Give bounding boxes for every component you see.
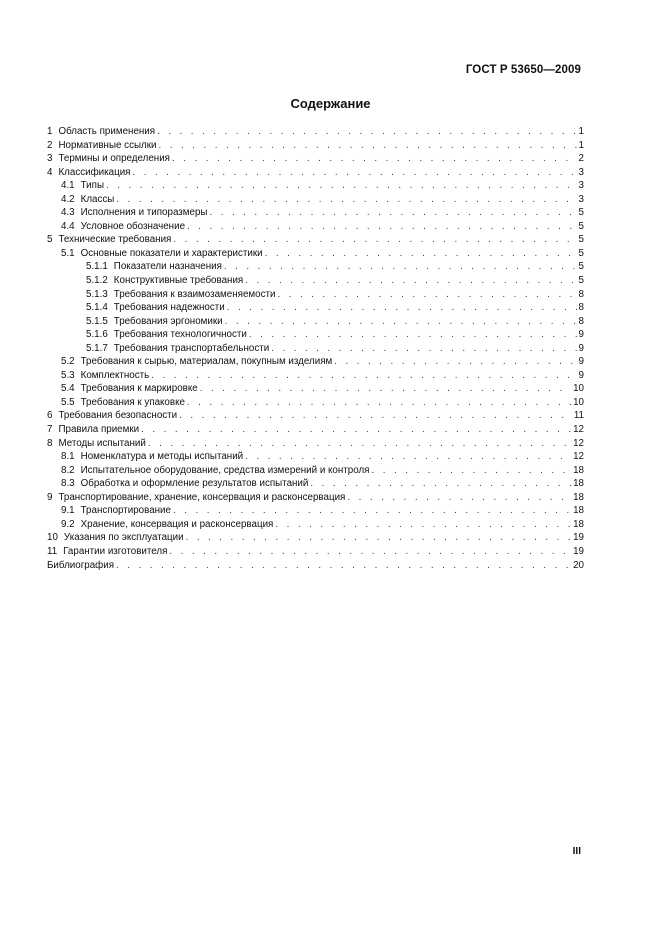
toc-leader-dots — [277, 288, 576, 302]
toc-entry-page: 18 — [573, 491, 584, 503]
toc-entry-page: 3 — [578, 180, 584, 192]
table-of-contents — [47, 125, 584, 572]
toc-leader-dots — [245, 274, 576, 288]
toc-entry[interactable] — [47, 274, 584, 288]
toc-entry-title — [47, 545, 167, 559]
toc-entry[interactable] — [47, 531, 584, 545]
toc-entry-label: Область применения — [58, 126, 156, 137]
toc-entry-page: 10 — [573, 383, 584, 395]
toc-entry-title — [47, 409, 177, 423]
toc-entry-number: 5.1 — [61, 247, 75, 259]
toc-leader-dots — [151, 369, 576, 383]
toc-entry-number: 4.1 — [61, 180, 75, 192]
toc-entry-number: 8 — [47, 437, 53, 449]
toc-entry-title — [61, 396, 185, 410]
toc-entry-title — [47, 491, 345, 505]
toc-leader-dots — [141, 423, 571, 437]
toc-entry[interactable] — [47, 437, 584, 451]
toc-entry-page: 5 — [578, 261, 584, 273]
toc-entry-label: Требования к маркировке — [80, 383, 198, 395]
toc-entry[interactable] — [47, 166, 584, 180]
toc-entry-title — [61, 464, 369, 478]
toc-leader-dots — [173, 504, 571, 518]
toc-entry-label: Термины и определения — [58, 153, 170, 165]
toc-leader-dots — [271, 342, 576, 356]
toc-entry-title — [47, 152, 170, 166]
toc-entry-page: 12 — [573, 424, 584, 436]
toc-entry-label: Требования транспортабельности — [113, 342, 270, 354]
toc-leader-dots — [371, 464, 571, 478]
toc-entry-number: 10 — [47, 532, 58, 544]
toc-entry-number: 4.2 — [61, 193, 75, 205]
toc-leader-dots — [200, 382, 571, 396]
toc-entry-title — [61, 518, 273, 532]
toc-entry[interactable] — [47, 423, 584, 437]
toc-entry-title — [47, 125, 155, 139]
toc-entry-label: Требования эргономики — [113, 315, 223, 327]
toc-entry-page: 5 — [578, 220, 584, 232]
toc-entry-number: 6 — [47, 410, 53, 422]
toc-entry-number: 5.1.5 — [86, 315, 108, 327]
toc-leader-dots — [173, 233, 576, 247]
toc-entry-number: 11 — [47, 545, 58, 557]
toc-entry-number: 5 — [47, 234, 53, 246]
toc-entry-page: 1 — [578, 126, 584, 137]
toc-entry-number: 5.3 — [61, 369, 75, 381]
toc-entry-number: 9.2 — [61, 518, 75, 530]
toc-leader-dots — [132, 166, 576, 180]
toc-entry-number: 5.1.1 — [86, 261, 108, 273]
toc-entry-title — [47, 423, 139, 437]
toc-entry-label: Конструктивные требования — [113, 275, 244, 287]
toc-entry[interactable] — [47, 559, 584, 573]
toc-leader-dots — [265, 247, 577, 261]
toc-entry-title — [61, 220, 185, 234]
toc-entry[interactable] — [47, 152, 584, 166]
toc-entry-title — [86, 315, 223, 329]
toc-entry[interactable] — [47, 328, 584, 342]
toc-entry-number: 5.1.3 — [86, 288, 108, 300]
toc-entry-page: 5 — [578, 275, 584, 287]
toc-entry-label: Комплектность — [80, 369, 150, 381]
toc-entry-page: 19 — [573, 545, 584, 557]
toc-entry-number: 4.3 — [61, 207, 75, 219]
toc-leader-dots — [172, 152, 577, 166]
toc-entry[interactable] — [47, 260, 584, 274]
toc-entry-number: 4.4 — [61, 220, 75, 232]
toc-entry-title — [47, 233, 171, 247]
toc-entry-number: 1 — [47, 126, 53, 137]
toc-entry-page: 18 — [573, 464, 584, 476]
toc-entry-title — [61, 179, 104, 193]
toc-entry-title — [86, 301, 225, 315]
toc-entry-number: 5.2 — [61, 356, 75, 368]
toc-entry-label: Хранение, консервация и расконсервация — [80, 518, 274, 530]
toc-entry-label: Классы — [80, 193, 115, 205]
toc-entry-page: 3 — [578, 193, 584, 205]
toc-entry-label: Обработка и оформление результатов испытаний — [80, 478, 309, 490]
toc-entry-label: Требования технологичности — [113, 329, 247, 341]
toc-leader-dots — [116, 559, 571, 573]
toc-entry-title — [61, 477, 308, 491]
toc-entry-title — [47, 559, 114, 573]
toc-entry-number: 5.1.6 — [86, 329, 108, 341]
toc-entry-title — [61, 247, 263, 261]
toc-entry-number: 7 — [47, 424, 53, 436]
toc-entry-label: Нормативные ссылки — [58, 139, 157, 151]
toc-entry-number: 5.1.2 — [86, 275, 108, 287]
toc-leader-dots — [227, 301, 577, 315]
toc-leader-dots — [249, 328, 577, 342]
toc-entry[interactable] — [47, 409, 584, 423]
toc-leader-dots — [187, 396, 571, 410]
toc-entry[interactable] — [47, 220, 584, 234]
toc-entry-page: 5 — [578, 207, 584, 219]
toc-entry-page: 12 — [573, 437, 584, 449]
toc-entry[interactable] — [47, 247, 584, 261]
toc-entry[interactable] — [47, 233, 584, 247]
toc-entry-title — [47, 166, 130, 180]
toc-entry-number: 5.1.7 — [86, 342, 108, 354]
toc-entry[interactable] — [47, 477, 584, 491]
standard-code: ГОСТ Р 53650—2009 — [465, 64, 581, 76]
toc-entry-label: Типы — [80, 180, 104, 192]
toc-entry-page: 11 — [573, 410, 584, 422]
toc-entry-label: Требования надежности — [113, 302, 225, 314]
toc-entry-title — [61, 355, 332, 369]
toc-entry[interactable] — [47, 206, 584, 220]
toc-entry-title — [61, 193, 114, 207]
toc-entry-number: 4 — [47, 166, 53, 178]
toc-leader-dots — [347, 491, 571, 505]
toc-entry-number: 5.4 — [61, 383, 75, 395]
toc-entry-title — [86, 328, 247, 342]
toc-leader-dots — [275, 518, 571, 532]
toc-entry[interactable] — [47, 125, 584, 139]
toc-entry-page: 3 — [578, 166, 584, 178]
toc-entry-page: 10 — [573, 396, 584, 408]
toc-entry-label: Указания по эксплуатации — [63, 532, 184, 544]
toc-entry-title — [61, 206, 207, 220]
toc-entry-number: 8.3 — [61, 478, 75, 490]
toc-entry[interactable] — [47, 179, 584, 193]
toc-entry-label: Транспортирование — [80, 505, 171, 517]
toc-leader-dots — [209, 206, 576, 220]
toc-entry-page: 9 — [578, 369, 584, 381]
toc-entry-title — [86, 342, 269, 356]
toc-entry[interactable] — [47, 301, 584, 315]
toc-entry[interactable] — [47, 545, 584, 559]
toc-entry[interactable] — [47, 193, 584, 207]
toc-entry[interactable] — [47, 369, 584, 383]
toc-entry-page: 8 — [578, 288, 584, 300]
toc-entry-label: Технические требования — [58, 234, 172, 246]
toc-entry-page: 19 — [573, 532, 584, 544]
toc-entry[interactable] — [47, 139, 584, 153]
page-title: Содержание — [290, 96, 371, 111]
toc-entry-number: 9.1 — [61, 505, 75, 517]
toc-entry-label: Гарантии изготовителя — [63, 545, 168, 557]
toc-entry-label: Требования безопасности — [58, 410, 178, 422]
toc-entry-number: 3 — [47, 153, 53, 165]
toc-leader-dots — [148, 437, 571, 451]
toc-leader-dots — [225, 315, 577, 329]
toc-entry-title — [47, 531, 184, 545]
toc-entry-number: 9 — [47, 491, 53, 503]
toc-leader-dots — [116, 193, 576, 207]
toc-entry-title — [61, 369, 149, 383]
toc-entry-title — [86, 274, 243, 288]
toc-entry-label: Условное обозначение — [80, 220, 186, 232]
toc-entry-label: Библиография — [47, 559, 115, 571]
toc-entry-title — [61, 382, 198, 396]
toc-entry-page: 18 — [573, 505, 584, 517]
toc-entry-label: Требования к сырью, материалам, покупным изделиям — [80, 356, 333, 368]
toc-entry[interactable] — [47, 504, 584, 518]
toc-entry[interactable] — [47, 396, 584, 410]
toc-entry[interactable] — [47, 342, 584, 356]
toc-entry-page: 9 — [578, 342, 584, 354]
toc-entry-title — [47, 139, 157, 153]
toc-leader-dots — [179, 409, 572, 423]
toc-entry-number: 2 — [47, 139, 53, 151]
toc-entry-number: 8.1 — [61, 451, 75, 463]
toc-entry-title — [61, 504, 171, 518]
toc-entry-label: Правила приемки — [58, 424, 140, 436]
toc-entry-page: 8 — [578, 302, 584, 314]
toc-entry-number: 8.2 — [61, 464, 75, 476]
toc-leader-dots — [169, 545, 571, 559]
toc-leader-dots — [334, 355, 576, 369]
toc-entry[interactable] — [47, 491, 584, 505]
toc-entry-page: 9 — [578, 329, 584, 341]
toc-entry[interactable] — [47, 288, 584, 302]
toc-leader-dots — [245, 450, 571, 464]
toc-leader-dots — [157, 125, 576, 139]
toc-entry-label: Испытательное оборудование, средства измерений и контроля — [80, 464, 370, 476]
toc-entry[interactable] — [47, 518, 584, 532]
toc-leader-dots — [310, 477, 571, 491]
toc-entry[interactable] — [47, 315, 584, 329]
toc-entry-label: Методы испытаний — [58, 437, 146, 449]
toc-leader-dots — [187, 220, 577, 234]
toc-entry-page: 5 — [578, 234, 584, 246]
toc-entry-label: Исполнения и типоразмеры — [80, 207, 208, 219]
toc-entry-page: 20 — [573, 559, 584, 571]
toc-leader-dots — [186, 531, 572, 545]
toc-leader-dots — [224, 260, 577, 274]
toc-entry-number: 5.5 — [61, 396, 75, 408]
toc-entry-page: 9 — [578, 356, 584, 368]
toc-entry-page: 2 — [578, 153, 584, 165]
toc-entry-label: Классификация — [58, 166, 131, 178]
toc-entry-page: 12 — [573, 451, 584, 463]
toc-entry[interactable] — [47, 450, 584, 464]
toc-entry-page: 1 — [578, 139, 584, 151]
toc-entry-page: 18 — [573, 478, 584, 490]
toc-entry[interactable] — [47, 382, 584, 396]
page-number: III — [572, 846, 581, 857]
toc-entry-title — [61, 450, 243, 464]
toc-entry-label: Основные показатели и характеристики — [80, 247, 263, 259]
toc-entry-title — [86, 260, 222, 274]
toc-entry-title — [86, 288, 275, 302]
toc-entry-title — [47, 437, 146, 451]
toc-entry-label: Показатели назначения — [113, 261, 222, 273]
toc-leader-dots — [106, 179, 577, 193]
toc-entry-label: Требования к упаковке — [80, 396, 185, 408]
toc-leader-dots — [159, 139, 577, 153]
toc-entry[interactable] — [47, 355, 584, 369]
toc-entry-page: 18 — [573, 518, 584, 530]
toc-entry-page: 8 — [578, 315, 584, 327]
toc-entry[interactable] — [47, 464, 584, 478]
toc-entry-label: Требования к взаимозаменяемости — [113, 288, 276, 300]
toc-entry-number: 5.1.4 — [86, 302, 108, 314]
toc-entry-page: 5 — [578, 247, 584, 259]
toc-entry-label: Номенклатура и методы испытаний — [80, 451, 244, 463]
toc-entry-label: Транспортирование, хранение, консервация и расконсервация — [58, 491, 346, 503]
